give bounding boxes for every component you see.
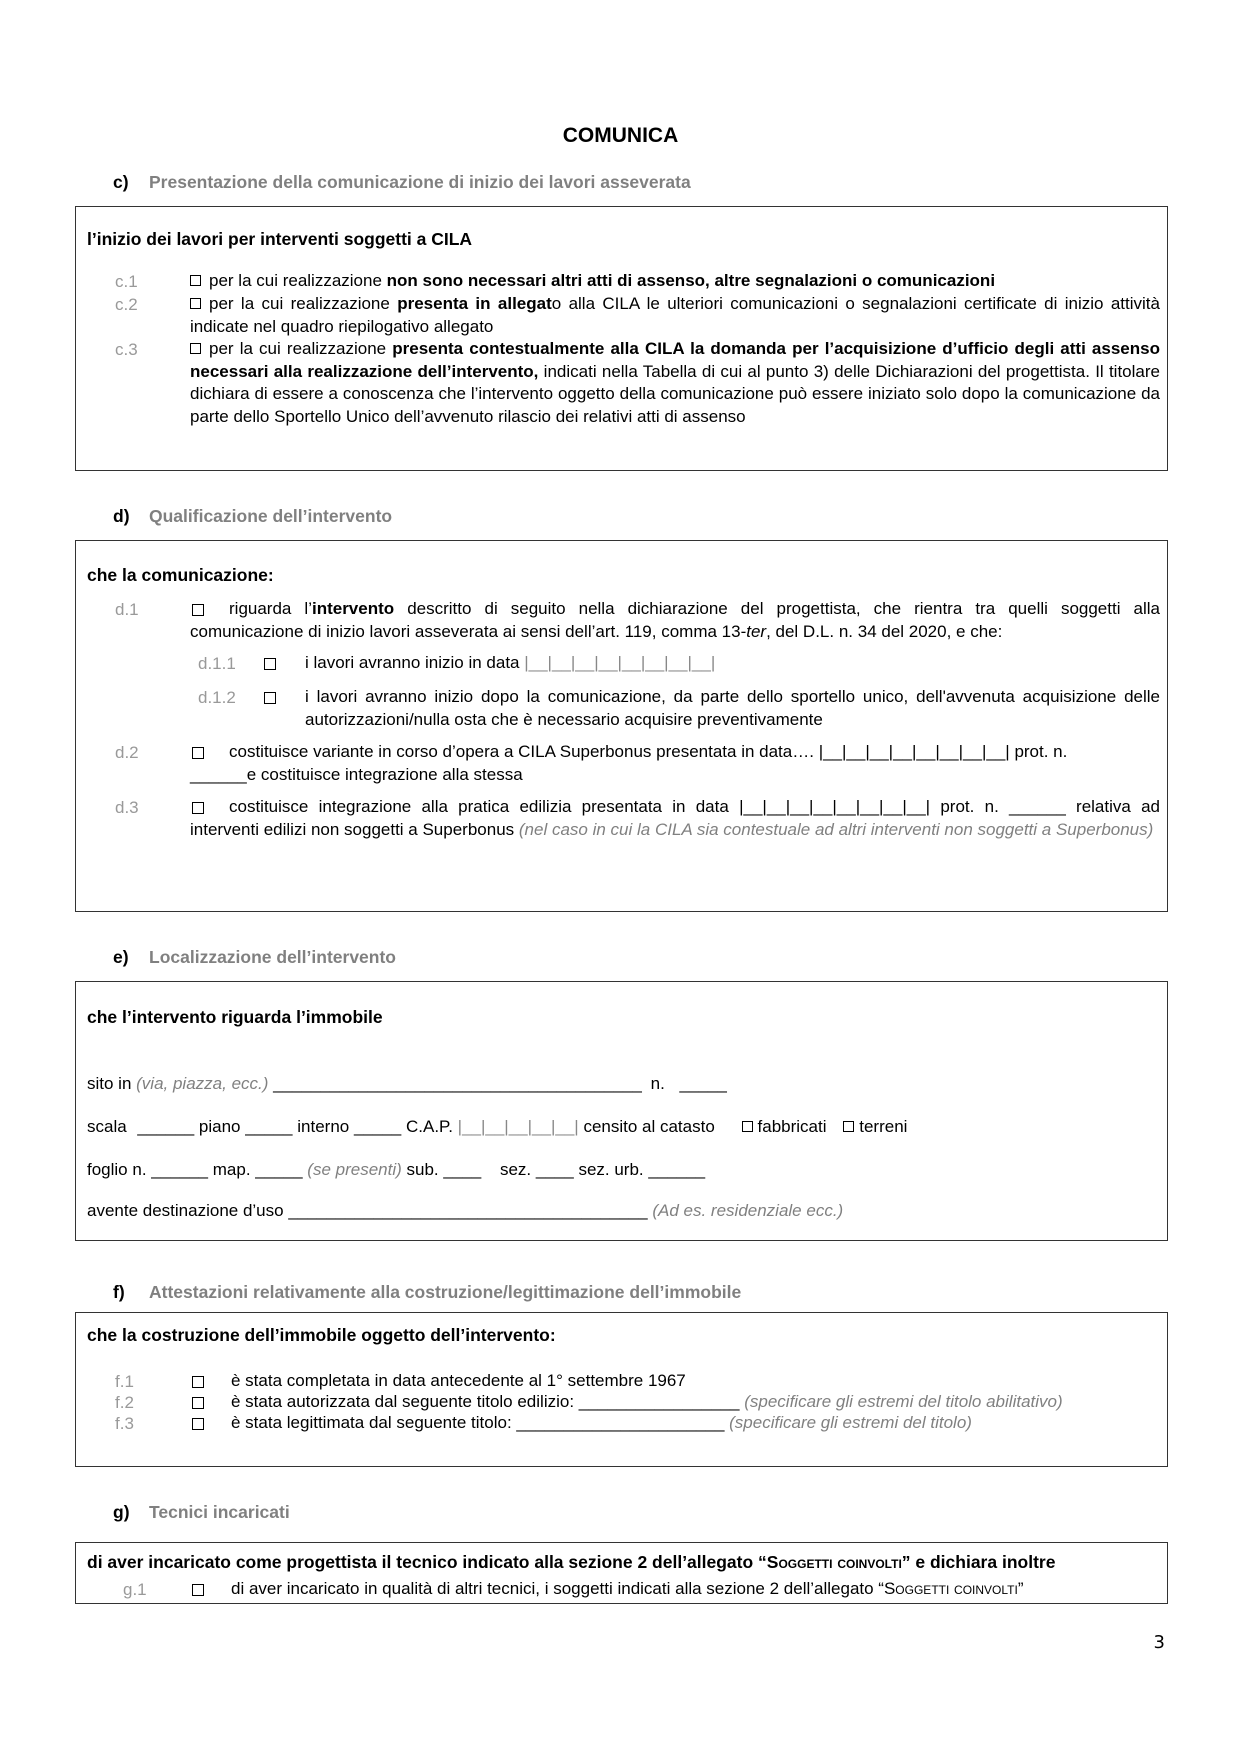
sez-field[interactable]: ____	[535, 1160, 574, 1179]
checkbox-g1[interactable]	[192, 1584, 204, 1596]
item-code: c.3	[115, 340, 138, 359]
item-code: c.1	[115, 272, 138, 291]
item-code: d.3	[115, 798, 139, 817]
date-field[interactable]: |__|__|__|__|__|__|__|__|	[818, 742, 1010, 761]
section-letter: f)	[113, 1282, 125, 1302]
sez-urb-field[interactable]: ______	[648, 1160, 706, 1179]
checkbox-f1[interactable]	[192, 1376, 204, 1388]
address-row: sito in (via, piazza, ecc.) _______________________________________ n. _____	[87, 1074, 727, 1093]
item-d1: riguarda l’intervento descritto di seguito nella dichiarazione del progettista, che rientra tra quelli soggetti alla comunicazione di inizio lavori asseverata ai sensi dell’art. 119, comma 13-ter, del D.L. n. 34 del 2020, e che:	[190, 599, 1160, 641]
item-f3: è stata legittimata dal seguente titolo: ______________________ (specificare gli estremi del titolo)	[231, 1413, 972, 1432]
destination-field[interactable]: ______________________________________	[288, 1201, 648, 1220]
item-code: f.1	[115, 1372, 134, 1391]
item-d3: costituisce integrazione alla pratica edilizia presentata in data |__|__|__|__|__|__|__|__| prot. n. ______ relativa ad interventi edilizi non soggetti a Superbonus (nel caso in cui la CILA sia contestuale ad altri interventi non soggetti a Superbonus)	[190, 797, 1160, 839]
section-f-box	[75, 1312, 1168, 1467]
section-c-lead: l’inizio dei lavori per interventi soggetti a CILA	[87, 229, 473, 249]
title-field[interactable]: ______________________	[516, 1413, 725, 1432]
checkbox-d11[interactable]	[264, 658, 276, 670]
section-title: Tecnici incaricati	[149, 1502, 290, 1522]
item-code: f.3	[115, 1414, 134, 1433]
checkbox-f2[interactable]	[192, 1397, 204, 1409]
map-field[interactable]: _____	[255, 1160, 303, 1179]
item-code: d.1.1	[198, 654, 236, 673]
section-title: Localizzazione dell’intervento	[149, 947, 396, 967]
item-d2: costituisce variante in corso d’opera a CILA Superbonus presentata in data…. |__|__|__|__|__|__|__|__| prot. n. ______e costituisce integrazione alla stessa	[190, 742, 1068, 784]
section-c-heading	[113, 172, 691, 193]
civic-number-field[interactable]: _____	[679, 1074, 727, 1093]
item-f2: è stata autorizzata dal seguente titolo edilizio: _________________ (specificare gli estremi del titolo abilitativo)	[231, 1392, 1063, 1411]
item-c2: per la cui realizzazione presenta in allegato alla CILA le ulteriori comunicazioni o segnalazioni certificate di inizio attività indicate nel quadro riepilogativo allegato	[190, 294, 1160, 336]
item-d12: i lavori avranno inizio dopo la comunicazione, da parte dello sportello unico, dell'avvenuta acquisizione delle autorizzazioni/nulla osta che è necessario acquisire preventivamente	[305, 687, 1160, 729]
section-d-lead: che la comunicazione:	[87, 565, 274, 585]
page-title: COMUNICA	[562, 124, 679, 147]
section-title: Attestazioni relativamente alla costruzione/legittimazione dell’immobile	[149, 1282, 742, 1302]
checkbox-fabbricati[interactable]	[742, 1121, 753, 1132]
section-e-heading	[113, 947, 396, 968]
section-letter: e)	[113, 947, 129, 967]
terreni-option[interactable]: terreni	[843, 1117, 907, 1136]
section-d-heading	[113, 506, 392, 527]
cadastral-row: foglio n. ______ map. _____ (se presenti) sub. ____ sez. ____ sez. urb. ______	[87, 1160, 706, 1179]
prot-field[interactable]: ______	[190, 764, 247, 784]
destination-row: avente destinazione d’uso ______________________________________ (Ad es. residenziale ecc.)	[87, 1201, 844, 1220]
checkbox-d12[interactable]	[264, 692, 276, 704]
section-letter: d)	[113, 506, 130, 526]
section-f-heading	[113, 1282, 741, 1303]
item-code: g.1	[123, 1580, 147, 1599]
title-field[interactable]: _________________	[578, 1392, 740, 1411]
checkbox-c1[interactable]	[190, 275, 201, 286]
date-field[interactable]: |__|__|__|__|__|__|__|__|	[524, 653, 716, 672]
item-f1: è stata completata in data antecedente al 1° settembre 1967	[231, 1371, 686, 1390]
address-field[interactable]: _______________________________________	[273, 1074, 642, 1093]
foglio-field[interactable]: ______	[151, 1160, 209, 1179]
cap-field[interactable]: |__|__|__|__|__|	[457, 1117, 579, 1136]
item-code: d.1.2	[198, 688, 236, 707]
interno-field[interactable]: _____	[353, 1117, 402, 1136]
section-g-box	[75, 1542, 1168, 1604]
section-g-heading	[113, 1502, 290, 1523]
sub-field[interactable]: ____	[443, 1160, 482, 1179]
page-number: 3	[1153, 1632, 1165, 1653]
date-field[interactable]: |__|__|__|__|__|__|__|__|	[739, 797, 931, 816]
piano-field[interactable]: _____	[245, 1117, 293, 1136]
section-e-lead: che l’intervento riguarda l’immobile	[87, 1007, 383, 1027]
item-c1: per la cui realizzazione non sono necessari altri atti di assenso, altre segnalazioni o comunicazioni	[190, 270, 1160, 293]
item-d11: i lavori avranno inizio in data |__|__|__|__|__|__|__|__|	[305, 653, 716, 672]
section-f-lead: che la costruzione dell’immobile oggetto dell’intervento:	[87, 1325, 556, 1345]
item-code: c.2	[115, 295, 138, 314]
section-title: Qualificazione dell’intervento	[149, 506, 393, 526]
checkbox-c2[interactable]	[190, 298, 201, 309]
item-code: d.2	[115, 743, 139, 762]
location-row: scala ______ piano _____ interno _____ C.A.P. |__|__|__|__|__| censito al catasto fabbricati terreni	[87, 1117, 908, 1136]
item-g1: di aver incaricato in qualità di altri tecnici, i soggetti indicati alla sezione 2 dell’allegato “Soggetti coinvolti”	[231, 1579, 1024, 1598]
section-g-lead: di aver incaricato come progettista il tecnico indicato alla sezione 2 dell’allegato “Soggetti coinvolti” e dichiara inoltre	[87, 1552, 1056, 1572]
prot-field[interactable]: ______	[1009, 797, 1066, 816]
section-title: Presentazione della comunicazione di inizio dei lavori asseverata	[149, 172, 691, 192]
section-letter: c)	[113, 172, 129, 192]
scala-field[interactable]: ______	[137, 1117, 195, 1136]
item-code: d.1	[115, 600, 139, 619]
section-c-box	[75, 206, 1168, 471]
section-d-box	[75, 540, 1168, 912]
checkbox-c3[interactable]	[190, 343, 201, 354]
fabbricati-option[interactable]: fabbricati	[742, 1117, 827, 1136]
checkbox-terreni[interactable]	[843, 1121, 854, 1132]
item-code: f.2	[115, 1393, 134, 1412]
checkbox-f3[interactable]	[192, 1418, 204, 1430]
section-letter: g)	[113, 1502, 130, 1522]
item-c3: per la cui realizzazione presenta contestualmente alla CILA la domanda per l’acquisizione d’ufficio degli atti assenso necessari alla realizzazione dell’intervento, indicati nella Tabella di cui al punto 3) delle Dichiarazioni del progettista. Il titolare dichiara di essere a conoscenza che l’intervento oggetto della comunicazione può essere iniziato solo dopo la comunicazione da parte dello Sportello Unico dell’avvenuto rilascio dei relativi atti di assenso	[190, 339, 1160, 426]
section-e-box	[75, 981, 1168, 1241]
